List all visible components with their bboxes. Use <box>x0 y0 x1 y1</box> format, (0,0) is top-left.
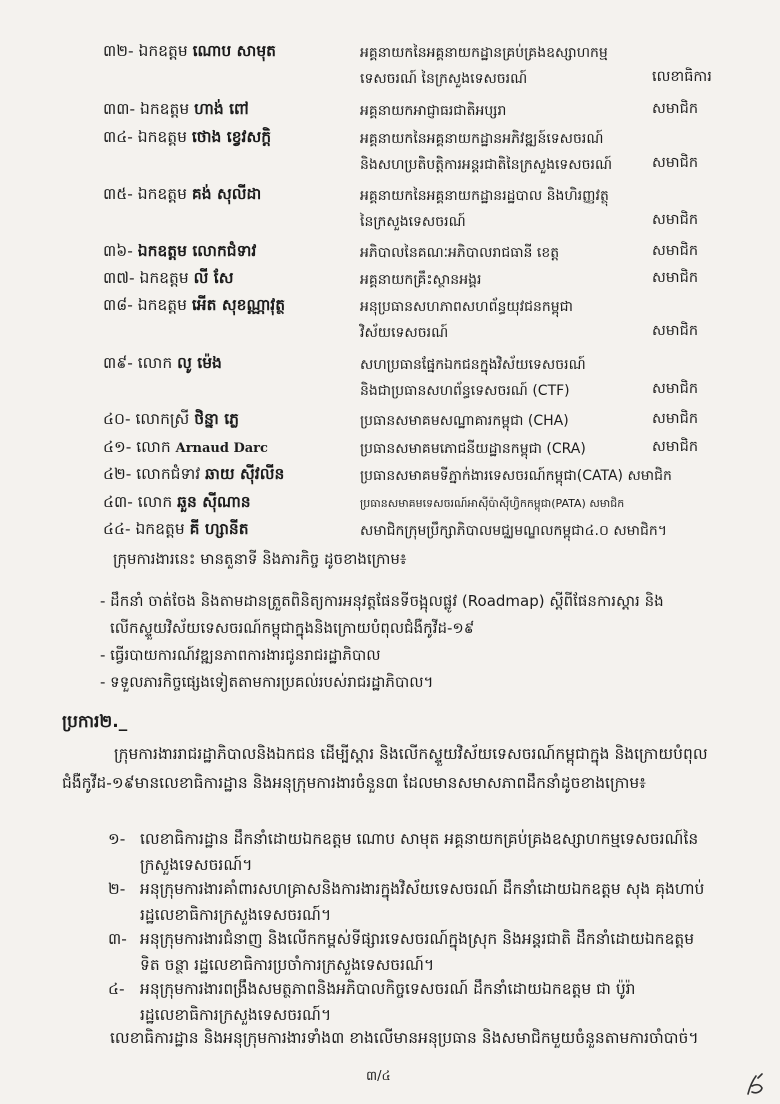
member-name-text: គី ហ្សានីត <box>189 520 249 538</box>
subgroup-text <box>140 976 636 1028</box>
subgroup-text <box>140 926 694 978</box>
article-title: ប្រការ២._ <box>62 712 128 732</box>
member-position-line: នៃក្រសួងទេសចរណ៍ <box>360 214 466 230</box>
duty-item <box>100 642 750 669</box>
member-prefix: ៣៤- ឯកឧត្តម <box>103 128 187 146</box>
member-prefix: ៣៣- ឯកឧត្តម <box>103 100 190 118</box>
subgroup-line: អនុក្រុមការងារជំនាញ និងលើកកម្ពស់ទីផ្សារទេសចរណ៍ក្នុងស្រុក និងអន្តរជាតិ ដឹកនាំដោយឯកឧត្តម <box>140 930 695 948</box>
member-position <box>360 408 660 434</box>
member-position-line: អនុប្រធានសហភាពសហព័ន្ធយុវជនកម្ពុជា <box>360 299 574 315</box>
page-number: ៣/៤ <box>366 1069 391 1084</box>
member-name <box>103 408 239 430</box>
member-role: សមាជិក <box>652 381 699 397</box>
duty-line: លើកស្ទួយវិស័យទេសចរណ៍កម្ពុជាក្នុងនិងក្រោយបំពុលជំងឺកូវីដ-១៩ <box>110 619 475 637</box>
member-prefix: ៣៨- ឯកឧត្តម <box>103 296 187 314</box>
member-name-text: Arnaud Darc <box>175 441 268 456</box>
member-position-line: អគ្គនាយកគ្រឹះស្ថានអង្គរ <box>360 272 482 288</box>
subgroup-number: ១- <box>108 830 126 848</box>
member-name <box>103 352 222 374</box>
member-name-text: អើត សុខណ្ណាវុត្ថ <box>191 296 286 314</box>
member-prefix: ៤០- លោកស្រី <box>103 410 190 428</box>
duty-item <box>100 588 750 642</box>
duty-line: - ធ្វើរបាយការណ៍វឌ្ឍនភាពការងារជូនរាជរដ្ឋាភិបាល <box>100 646 381 664</box>
member-name <box>103 463 284 485</box>
closing-paragraph: លេខាធិការដ្ឋាន និងអនុក្រុមការងារទាំង៣ ខាងលើមានអនុប្រធាន និងសមាជិកមួយចំនួនតាមការចាំបាច់។ <box>110 1029 699 1047</box>
member-prefix: ៤៤- ឯកឧត្តម <box>103 520 185 538</box>
subgroup-text <box>140 876 704 928</box>
member-position <box>360 183 660 235</box>
subgroup-line: ទិត ចន្ថា រដ្ឋលេខាធិការប្រចាំការក្រសួងទេសចរណ៍។ <box>140 956 435 974</box>
member-name-text: ឯកឧត្តម លោកជំទាវ <box>137 242 257 260</box>
member-role: លេខាធិការ <box>652 69 712 85</box>
member-position <box>360 240 660 266</box>
member-position <box>360 463 672 489</box>
member-position <box>360 126 660 178</box>
member-role: សមាជិក <box>652 270 699 286</box>
member-name <box>103 40 276 62</box>
subgroup-text <box>140 826 698 878</box>
member-prefix: ៤២- លោកជំទាវ <box>103 465 201 483</box>
member-position-line: អគ្គនាយកនៃអគ្គនាយកដ្ឋានគ្រប់គ្រងឧស្សាហកម្ម <box>360 45 608 61</box>
subgroup-number: ៣- <box>108 930 127 948</box>
member-name-text: លី សែ <box>193 269 234 287</box>
member-name <box>103 491 251 513</box>
subgroup-line: រដ្ឋលេខាធិការក្រសួងទេសចរណ៍។ <box>140 906 332 924</box>
member-name-text: គង់ សុលីដា <box>191 185 262 203</box>
member-position-line: អគ្គនាយកនៃអគ្គនាយកដ្ឋានរដ្ឋបាល និងហិរញ្ញវត្ថុ <box>360 188 609 204</box>
member-role: សមាជិក <box>652 212 699 228</box>
member-name <box>103 126 271 148</box>
member-name-text: ឆួន ស៊ីណាន <box>177 493 251 511</box>
member-prefix: ៣២- ឯកឧត្តម <box>103 42 188 60</box>
duty-item <box>100 669 750 696</box>
member-name <box>103 294 285 316</box>
member-name-text: ថិន្នា ភ្លេ <box>194 410 239 428</box>
member-position <box>360 491 660 517</box>
member-position <box>360 518 668 544</box>
subgroup-line: ក្រសួងទេសចរណ៍។ <box>140 856 253 874</box>
member-name-text: ឆាយ ស៊ីវលីន <box>205 465 285 483</box>
member-position <box>360 294 660 346</box>
member-position <box>360 436 660 462</box>
member-role: សមាជិក <box>652 439 699 455</box>
group-duties-intro: ក្រុមការងារនេះ មានតួនាទី និងភារកិច្ច ដូចខាងក្រោម៖ <box>113 550 407 568</box>
subgroup-line: អនុក្រុមការងារគាំពារសហគ្រាសនិងការងារក្នុងវិស័យទេសចរណ៍ ដឹកនាំដោយឯកឧត្តម សុង គុងហាប់ <box>140 880 705 898</box>
member-position-line: ប្រធានសមាគមទីភ្នាក់ងារទេសចរណ៍កម្ពុជា(CATA) សមាជិក <box>360 468 672 484</box>
member-role: សមាជិក <box>652 411 699 427</box>
subgroup-line: អនុក្រុមការងារពង្រឹងសមត្ថភាពនិងអភិបាលកិច្ចទេសចរណ៍ ដឹកនាំដោយឯកឧត្តម ជា ប៉ូរ៉ា <box>140 980 636 998</box>
member-prefix: ៣៩- លោក <box>103 354 173 372</box>
member-name-text: ហាង់ ពៅ <box>194 100 249 118</box>
subgroup-number: ៤- <box>108 980 125 998</box>
member-position-line: អគ្គនាយកនៃអគ្គនាយកដ្ឋានអភិវឌ្ឍន៍ទេសចរណ៍ <box>360 131 604 147</box>
article-paragraph <box>62 740 742 798</box>
member-position <box>360 98 660 124</box>
member-position <box>360 267 660 293</box>
member-position-line: ប្រធានសមាគមទេសចរណ៍អាស៊ីប៉ាស៊ីហ្វិកកម្ពុជា(PATA) សមាជិក <box>360 497 625 510</box>
member-name-text: ណោប សាមុត <box>192 42 276 60</box>
member-position-line: និងសហប្រតិបត្តិការអន្តរជាតិនៃក្រសួងទេសចរណ៍ <box>360 157 613 173</box>
member-name-text: ថោង ខ្វេវសក្តិ <box>191 128 272 146</box>
member-name <box>103 98 249 120</box>
member-name <box>103 240 256 262</box>
member-role: សមាជិក <box>652 243 699 259</box>
member-position <box>360 40 660 92</box>
handwritten-initial <box>744 1072 766 1098</box>
member-name <box>103 183 261 205</box>
member-position-line: សហប្រធានផ្នែកឯកជនក្នុងវិស័យទេសចរណ៍ <box>360 357 586 373</box>
member-name <box>103 267 233 289</box>
member-prefix: ៣៦- <box>103 242 133 260</box>
member-position-line: អគ្គនាយកអាជ្ញាធរជាតិអប្សរា <box>360 103 507 119</box>
member-prefix: ៤៣- លោក <box>103 493 173 511</box>
member-position-line: វិស័យទេសចរណ៍ <box>360 325 449 341</box>
member-position-line: ប្រធានសមាគមសណ្ឋាគារកម្ពុជា (CHA) <box>360 413 569 429</box>
member-position-line: ប្រធានសមាគមភោជនីយដ្ឋានកម្ពុជា (CRA) <box>360 441 586 457</box>
member-name <box>103 436 268 460</box>
member-position-line: អភិបាលនៃគណៈអភិបាលរាជធានី ខេត្ត <box>360 245 560 261</box>
article-paragraph-line: ក្រុមការងាររាជរដ្ឋាភិបាលនិងឯកជន ដើម្បីស្តារ និងលើកស្ទួយវិស័យទេសចរណ៍កម្ពុជាក្នុង និងក្រោយបំពុល <box>114 745 708 763</box>
member-prefix: ៣៥- ឯកឧត្តម <box>103 185 187 203</box>
member-role: សមាជិក <box>652 323 699 339</box>
member-name-text: លូ ម៉េង <box>177 354 222 372</box>
subgroup-line: រដ្ឋលេខាធិការក្រសួងទេសចរណ៍។ <box>140 1006 332 1024</box>
member-role: សមាជិក <box>652 101 699 117</box>
member-prefix: ៤១- លោក <box>103 438 171 456</box>
duties-list <box>100 588 750 696</box>
member-position <box>360 352 660 404</box>
subgroup-number: ២- <box>108 880 126 898</box>
member-position-line: និងជាប្រធានសហព័ន្ធទេសចរណ៍ (CTF) <box>360 383 570 399</box>
subgroup-line: លេខាធិការដ្ឋាន ដឹកនាំដោយឯកឧត្តម ណោប សាមុត អគ្គនាយកគ្រប់គ្រងឧស្សាហកម្មទេសចរណ៍នៃ <box>140 830 699 848</box>
member-prefix: ៣៧- ឯកឧត្តម <box>103 269 189 287</box>
article-paragraph-line: ជំងឺកូវីដ-១៩មានលេខាធិការដ្ឋាន និងអនុក្រុមការងារចំនួន៣ ដែលមានសមាសភាពដឹកនាំដូចខាងក្រោម៖ <box>62 774 646 792</box>
member-position-line: ទេសចរណ៍ នៃក្រសួងទេសចរណ៍ <box>360 71 528 87</box>
member-position-line: សមាជិកក្រុមប្រឹក្សាភិបាលមជ្ឈមណ្ឌលកម្ពុជា៤.០ សមាជិក។ <box>360 523 668 539</box>
member-role: សមាជិក <box>652 155 699 171</box>
duty-line: - ទទួលភារកិច្ចផ្សេងទៀតតាមការប្រគល់របស់រាជរដ្ឋាភិបាល។ <box>100 673 434 691</box>
member-name <box>103 518 249 540</box>
duty-line: - ដឹកនាំ ចាត់ចែង និងតាមដានត្រួតពិនិត្យការអនុវត្តផែនទីចង្អុលផ្លូវ (Roadmap) ស្តីពីផែនការស្តារ និង <box>100 592 664 610</box>
